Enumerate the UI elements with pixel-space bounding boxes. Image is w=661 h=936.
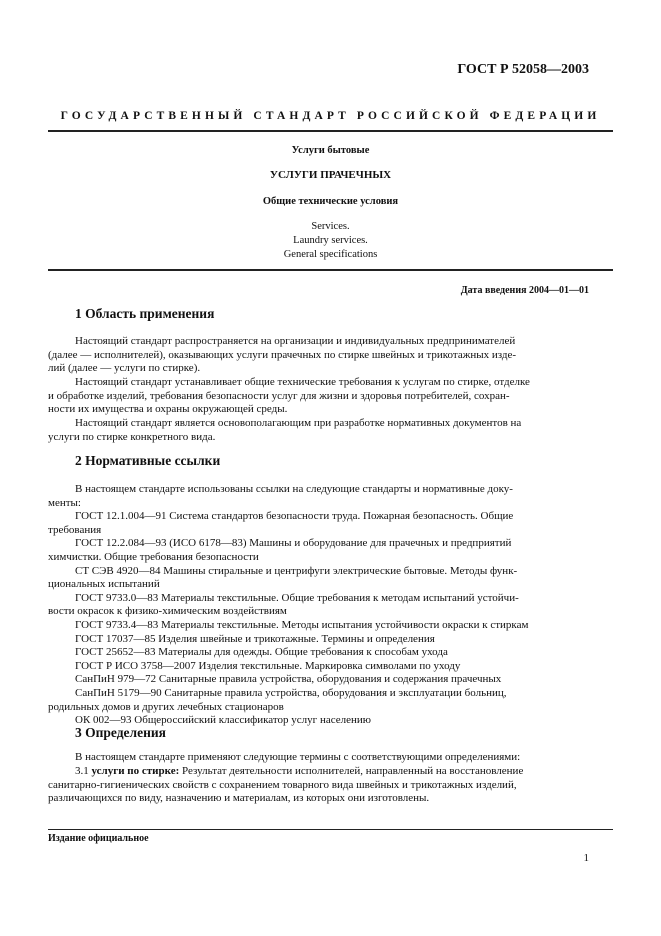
text-line: В настоящем стандарте использованы ссылки на следующие стандарты и нормативные доку-	[75, 483, 513, 495]
text-line: ности их имущества и охраны окружающей среды.	[48, 403, 288, 416]
section-3-intro: В настоящем стандарте применяют следующие термины с соответствующими определениями:	[75, 751, 521, 763]
text-line: химчистки. Общие требования безопасности	[48, 550, 259, 563]
english-title-line: Laundry services.	[293, 235, 368, 246]
reference-item: ОК 002—93 Общероссийский классификатор услуг населению	[75, 714, 371, 727]
text-line: и обработке изделий, требования безопасности услуг для жизни и здоровья потребителей, сохран-	[48, 389, 510, 402]
title-subtitle: Общие технические условия	[262, 196, 399, 207]
text-line: требования	[48, 523, 102, 536]
reference-item: ГОСТ 12.1.004—91 Система стандартов безопасности труда. Пожарная безопасность. Общие	[75, 510, 514, 523]
reference-item: СанПиН 979—72 Санитарные правила устройства, оборудования и содержания прачечных	[75, 673, 502, 686]
text-line: (далее — исполнителей), оказывающих услуги прачечных по стирке швейных и трикотажных изде-	[48, 348, 517, 361]
section-3-heading: 3 Определения	[75, 725, 166, 740]
reference-item: ГОСТ Р ИСО 3758—2007 Изделия текстильные. Маркировка символами по уходу	[75, 659, 461, 672]
reference-item: СанПиН 5179—90 Санитарные правила устройства, оборудования и эксплуатации больниц,	[75, 686, 507, 699]
section-1-heading: 1 Область применения	[75, 306, 215, 321]
text-line: циональных испытаний	[48, 578, 160, 591]
english-title-line: Services.	[311, 221, 350, 232]
reference-item: ГОСТ 12.2.084—93 (ИСО 6178—83) Машины и оборудование для прачечных и предприятий	[75, 537, 512, 550]
text-line: услуги по стирке конкретного вида.	[48, 430, 216, 443]
text-line: санитарно-гигиенических свойств с сохранением товарного вида швейных и трикотажных изделий,	[48, 778, 517, 791]
text-line: лий (далее — услуги по стирке).	[48, 362, 201, 375]
definition-text: Результат деятельности исполнителей, направленный на восстановление	[182, 765, 524, 777]
text-line: Настоящий стандарт устанавливает общие технические требования к услугам по стирке, отделке	[75, 376, 530, 388]
reference-item: ГОСТ 17037—85 Изделия швейные и трикотажные. Термины и определения	[75, 632, 435, 645]
reference-item: СТ СЭВ 4920—84 Машины стиральные и центрифуги электрические бытовые. Методы функ-	[75, 564, 518, 577]
normative-references-list	[48, 483, 585, 728]
english-title-line: General specifications	[283, 249, 378, 260]
title-category: Услуги бытовые	[291, 145, 370, 156]
section-1-paragraph-1	[48, 335, 585, 376]
text-line: различающихся по виду, назначению и материалам, из которых они изготовлены.	[48, 792, 430, 805]
definition-number: 3.1	[75, 765, 89, 777]
edition-label: Издание официальное	[48, 833, 149, 844]
definition-3-1	[48, 765, 585, 806]
standard-number: ГОСТ Р 52058—2003	[457, 62, 589, 77]
section-1-paragraph-2	[48, 376, 585, 417]
section-2-heading: 2 Нормативные ссылки	[75, 453, 221, 468]
text-line: Настоящий стандарт является основополагающим при разработке нормативных документов на	[75, 417, 522, 429]
text-line: Настоящий стандарт распространяется на организации и индивидуальных предпринимателей	[75, 335, 516, 347]
state-standard-banner: ГОСУДАРСТВЕННЫЙ СТАНДАРТ РОССИЙСКОЙ ФЕДЕРАЦИИ	[60, 110, 601, 122]
text-line: вости окрасок к физико-химическим воздействиям	[48, 605, 287, 618]
reference-item: ГОСТ 9733.0—83 Материалы текстильные. Общие требования к методам испытаний устойчи-	[75, 591, 519, 604]
divider-bottom	[48, 829, 613, 830]
divider-middle	[48, 269, 613, 271]
text-line: родильных домов и других лечебных стационаров	[48, 700, 284, 713]
divider-top	[48, 130, 613, 132]
introduction-date: Дата введения 2004—01—01	[460, 285, 589, 296]
reference-item: ГОСТ 9733.4—83 Материалы текстильные. Методы испытания устойчивости окраски к стиркам	[75, 618, 529, 631]
definition-term: услуги по стирке:	[91, 765, 180, 777]
page-number: 1	[583, 852, 589, 864]
text-line: менты:	[48, 496, 81, 509]
section-1-paragraph-3	[48, 417, 585, 444]
reference-item: ГОСТ 25652—83 Материалы для одежды. Общие требования к способам ухода	[75, 646, 448, 659]
english-title	[48, 220, 613, 262]
title-main: УСЛУГИ ПРАЧЕЧНЫХ	[269, 169, 392, 181]
